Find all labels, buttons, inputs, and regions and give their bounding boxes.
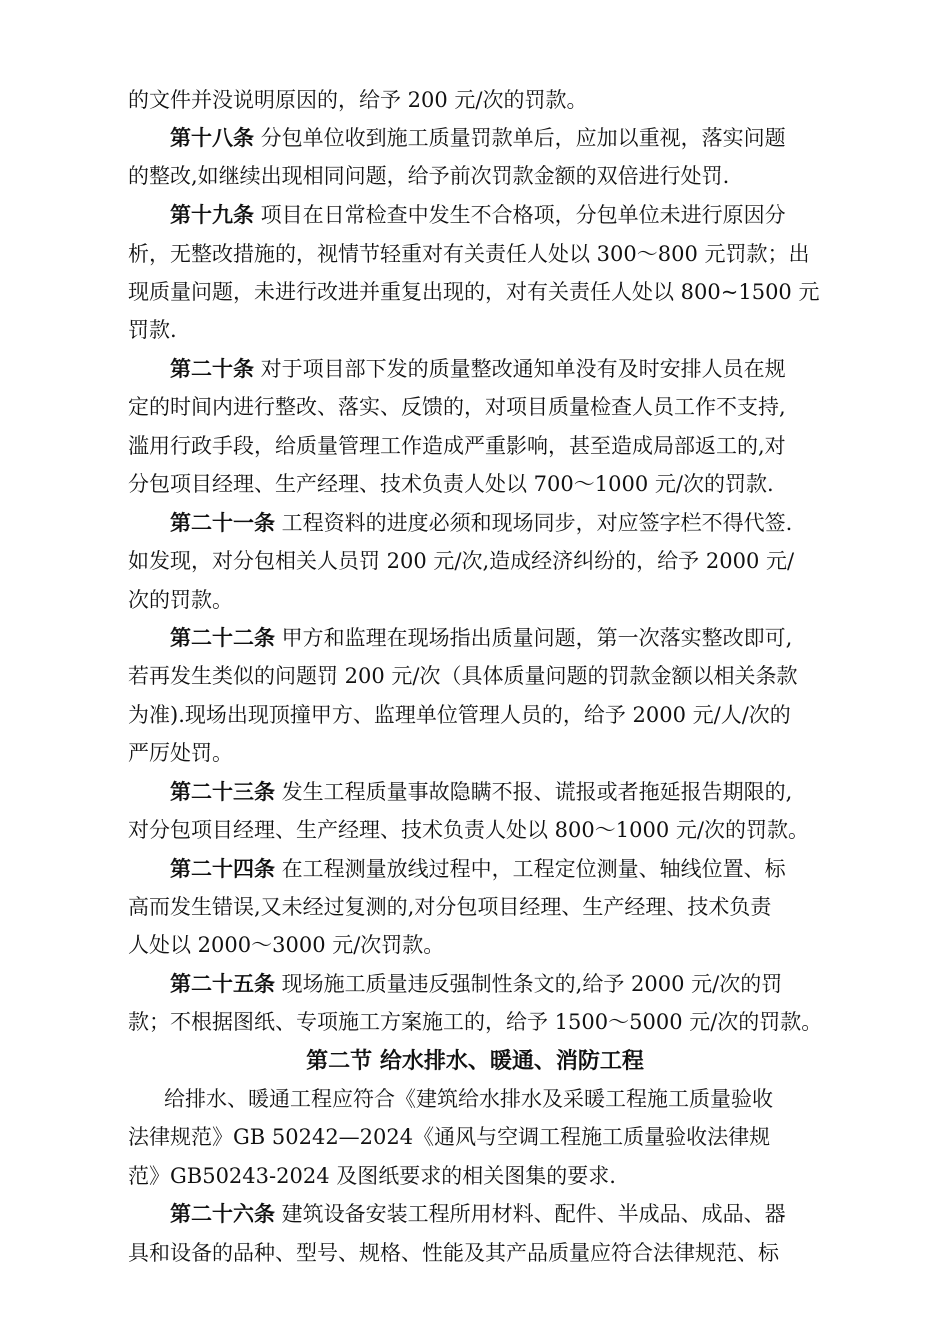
line-text: 罚款.: [128, 318, 177, 342]
line-text: 分包单位收到施工质量罚款单后，应加以重视，落实问题: [254, 126, 786, 150]
article-line: [170, 853, 838, 885]
line-text: 工程资料的进度必须和现场同步，对应签字栏不得代签.: [275, 511, 793, 535]
text-line: [128, 1121, 838, 1153]
line-text: 人处以 2000～3000 元/次罚款。: [128, 933, 445, 957]
article-number: 第二十一条: [170, 510, 275, 535]
text-line: [128, 929, 838, 961]
line-text: 析，无整改措施的，视情节轻重对有关责任人处以 300～800 元罚款；出: [128, 242, 810, 266]
text-line: [128, 84, 838, 116]
line-text: 项目在日常检查中发生不合格项，分包单位未进行原因分: [254, 203, 786, 227]
text-line: [128, 314, 838, 346]
line-text: 具和设备的品种、型号、规格、性能及其产品质量应符合法律规范、标: [128, 1241, 779, 1265]
article-number: 第十八条: [170, 125, 254, 150]
line-text: 现场施工质量违反强制性条文的,给予 2000 元/次的罚: [275, 972, 783, 996]
text-line: [128, 660, 838, 692]
line-text: 高而发生错误,又未经过复测的,对分包项目经理、生产经理、技术负责: [128, 895, 772, 919]
text-line: [128, 891, 838, 923]
line-text: 定的时间内进行整改、落实、反馈的，对项目质量检查人员工作不支持,: [128, 395, 786, 419]
article-number: 第二十六条: [170, 1201, 275, 1226]
line-text: 对于项目部下发的质量整改通知单没有及时安排人员在规: [254, 357, 786, 381]
section-heading: 第二节 给水排水、暖通、消防工程: [306, 1048, 644, 1074]
article-line: [170, 507, 838, 539]
line-text: 给排水、暖通工程应符合《建筑给水排水及采暖工程施工质量验收: [164, 1087, 773, 1111]
text-line: [128, 1160, 838, 1192]
article-number: 第二十二条: [170, 625, 275, 650]
line-text: 次的罚款。: [128, 588, 233, 612]
line-text: 如发现，对分包相关人员罚 200 元/次,造成经济纠纷的，给予 2000 元/: [128, 549, 795, 573]
line-text: 滥用行政手段，给质量管理工作造成严重影响，甚至造成局部返工的,对: [128, 434, 786, 458]
line-text: 为准).现场出现顶撞甲方、监理单位管理人员的，给予 2000 元/人/次的: [128, 703, 791, 727]
text-line: [128, 584, 838, 616]
article-number: 第二十四条: [170, 856, 275, 881]
text-line: [128, 1006, 838, 1038]
article-number: 第二十三条: [170, 779, 275, 804]
text-line: [164, 1083, 832, 1115]
line-text: 的整改,如继续出现相同问题，给予前次罚款金额的双倍进行处罚.: [128, 164, 730, 188]
article-line: [170, 122, 838, 154]
line-text: 分包项目经理、生产经理、技术负责人处以 700～1000 元/次的罚款.: [128, 472, 774, 496]
line-text: 建筑设备安装工程所用材料、配件、半成品、成品、器: [275, 1202, 786, 1226]
text-line: [128, 160, 838, 192]
text-line: [128, 391, 838, 423]
text-line: [128, 430, 838, 462]
text-line: [128, 238, 838, 270]
line-text: 款；不根据图纸、专项施工方案施工的，给予 1500～5000 元/次的罚款。: [128, 1010, 823, 1034]
text-line: [128, 737, 838, 769]
article-line: [170, 353, 838, 385]
line-text: 严厉处罚。: [128, 741, 233, 765]
article-line: [170, 622, 838, 654]
line-text: 范》GB50243-2024 及图纸要求的相关图集的要求.: [128, 1164, 616, 1188]
article-number: 第二十条: [170, 356, 254, 381]
text-line: [128, 468, 838, 500]
line-text: 若再发生类似的问题罚 200 元/次（具体质量问题的罚款金额以相关条款: [128, 664, 798, 688]
article-line: [170, 776, 838, 808]
line-text: 发生工程质量事故隐瞒不报、谎报或者拖延报告期限的,: [275, 780, 793, 804]
article-number: 第十九条: [170, 202, 254, 227]
text-line: [128, 1237, 838, 1269]
line-text: 甲方和监理在现场指出质量问题，第一次落实整改即可,: [275, 626, 793, 650]
article-line: [170, 968, 838, 1000]
article-line: [170, 1198, 838, 1230]
text-line: [128, 276, 838, 308]
text-line: [128, 814, 838, 846]
line-text: 现质量问题，未进行改进并重复出现的，对有关责任人处以 800~1500 元: [128, 280, 820, 304]
line-text: 对分包项目经理、生产经理、技术负责人处以 800～1000 元/次的罚款。: [128, 818, 809, 842]
article-line: [170, 199, 838, 231]
text-line: [128, 545, 838, 577]
article-number: 第二十五条: [170, 971, 275, 996]
line-text: 法律规范》GB 50242—2024《通风与空调工程施工质量验收法律规: [128, 1125, 771, 1149]
line-text: 的文件并没说明原因的，给予 200 元/次的罚款。: [128, 88, 588, 112]
text-line: [128, 699, 838, 731]
line-text: 在工程测量放线过程中，工程定位测量、轴线位置、标: [275, 857, 786, 881]
